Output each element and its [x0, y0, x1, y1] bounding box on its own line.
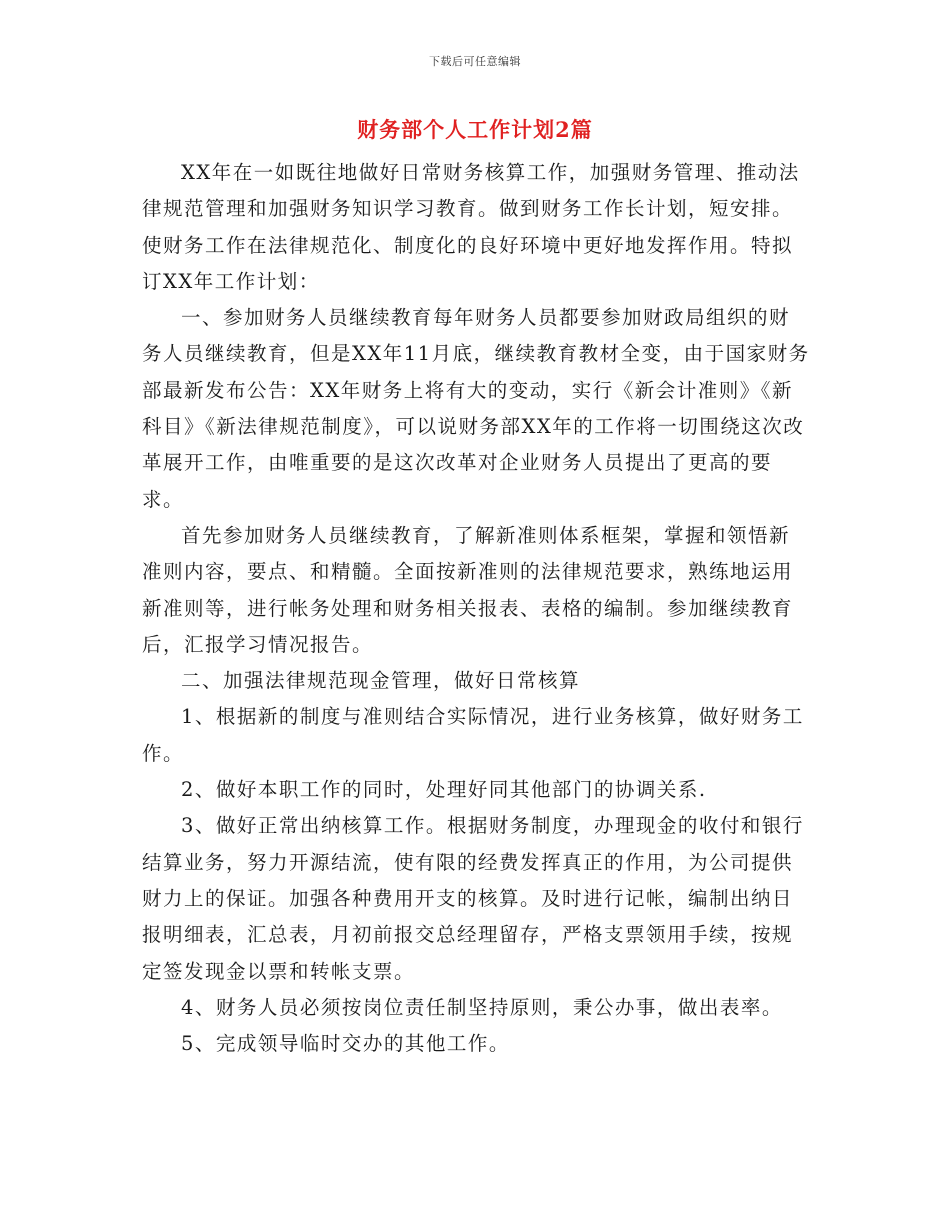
- paragraph-continuing-education: 首先参加财务人员继续教育，了解新准则体系框架，掌握和领悟新准则内容，要点、和精髓。全面按新准则的法律规范要求，熟练地运用新准则等，进行帐务处理和财务相关报表、表格的编制。参加继续教育后，汇报学习情况报告。: [142, 523, 794, 656]
- paragraph-section-2-heading: 二、加强法律规范现金管理，做好日常核算: [181, 669, 581, 693]
- document-body: [142, 155, 810, 1062]
- paragraph-item-2: 2、做好本职工作的同时，处理好同其他部门的协调关系.: [181, 778, 707, 802]
- paragraph-item-5: 5、完成领导临时交办的其他工作。: [181, 1032, 510, 1056]
- header-note: 下载后可任意编辑: [429, 55, 521, 68]
- document-title: 财务部个人工作计划2篇: [357, 117, 593, 142]
- paragraph-item-3: 3、做好正常出纳核算工作。根据财务制度，办理现金的收付和银行结算业务，努力开源结流，使有限的经费发挥真正的作用，为公司提供财力上的保证。加强各种费用开支的核算。及时进行记帐，编制出纳日报明细表，汇总表，月初前报交总经理留存，严格支票领用手续，按规定签发现金以票和转帐支票。: [142, 814, 804, 983]
- paragraph-intro: XX年在一如既往地做好日常财务核算工作，加强财务管理、推动法律规范管理和加强财务知识学习教育。做到财务工作长计划，短安排。使财务工作在法律规范化、制度化的良好环境中更好地发挥作用。特拟订XX年工作计划：: [142, 161, 800, 293]
- paragraph-item-4: 4、财务人员必须按岗位责任制坚持原则，秉公办事，做出表率。: [181, 995, 783, 1019]
- paragraph-item-1: 1、根据新的制度与准则结合实际情况，进行业务核算，做好财务工作。: [142, 705, 804, 765]
- paragraph-section-1: 一、参加财务人员继续教育每年财务人员都要参加财政局组织的财务人员继续教育，但是XX年11月底，继续教育教材全变，由于国家财务部最新发布公告：XX年财务上将有大的变动，实行《新会计准则》《新科目》《新法律规范制度》，可以说财务部XX年的工作将一切围绕这次改革展开工作，由唯重要的是这次改革对企业财务人员提出了更高的要求。: [142, 306, 810, 511]
